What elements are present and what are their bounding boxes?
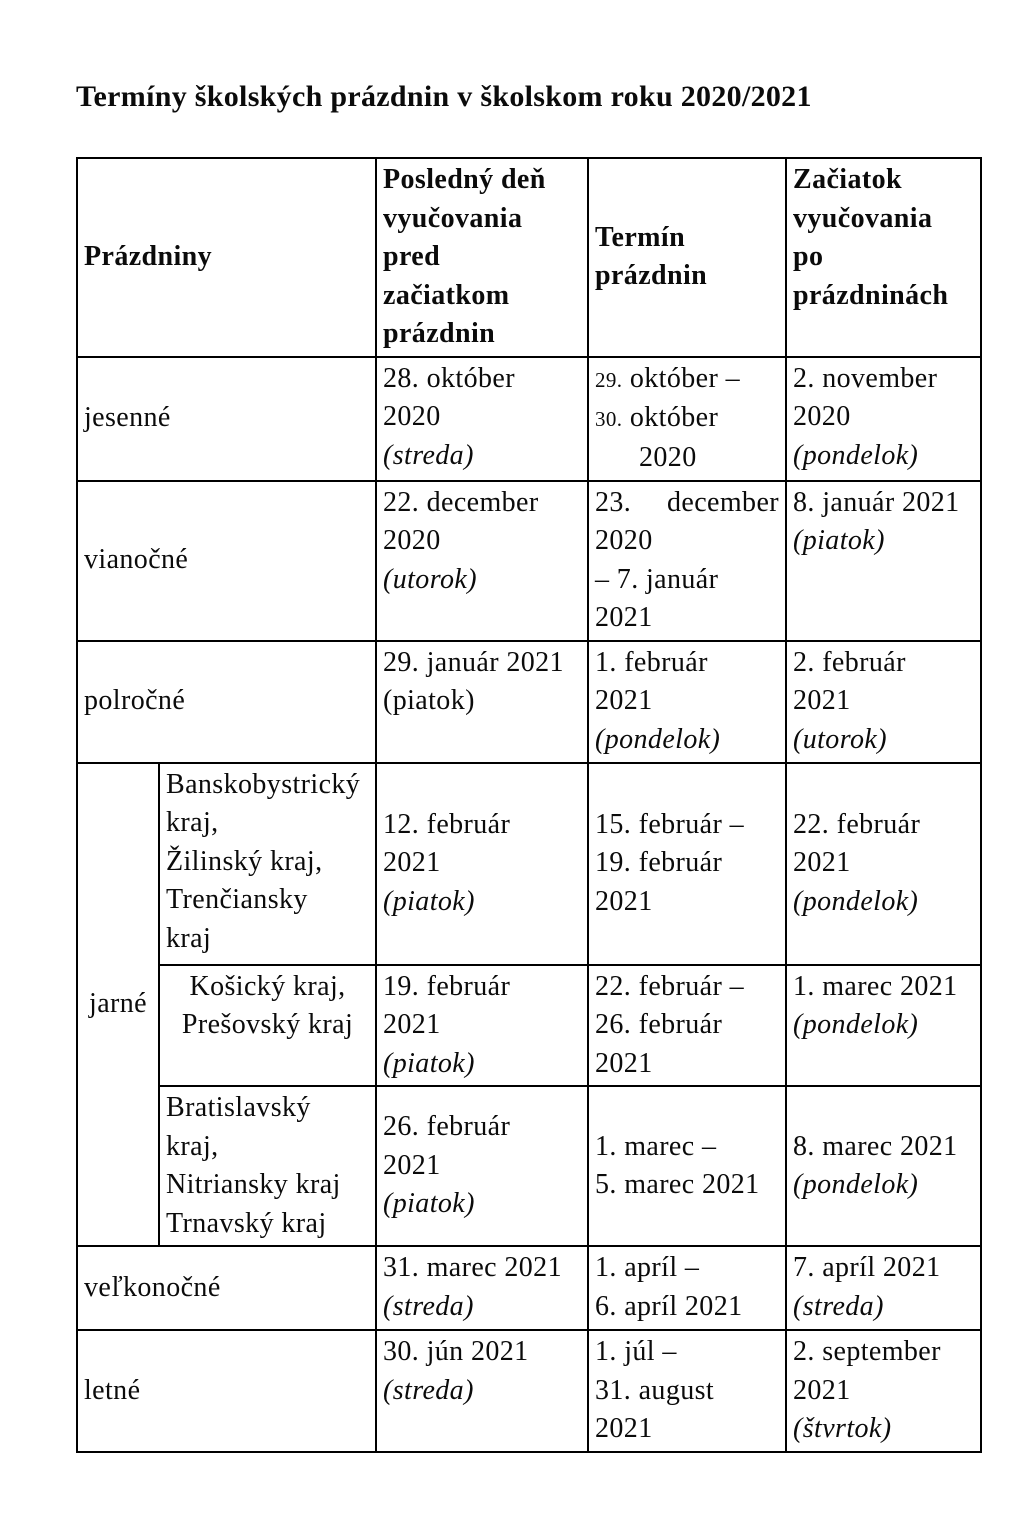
- cell-line: Začiatok: [793, 164, 902, 195]
- cell-line: (piatok): [383, 885, 475, 917]
- cell-velkonocne-term: [588, 1246, 786, 1330]
- cell-line: 31. august: [595, 1374, 715, 1406]
- cell-line: 2020: [639, 441, 697, 473]
- cell-line: (piatok): [793, 525, 885, 556]
- cell-line: Termín: [595, 221, 686, 253]
- cell-line: po: [793, 241, 824, 272]
- cell-line: 2. september: [793, 1336, 941, 1367]
- cell-line: (piatok): [383, 1188, 475, 1220]
- row-label-letne: [77, 1330, 376, 1452]
- cell-line: (pondelok): [793, 1009, 919, 1040]
- cell-line: 2021: [595, 1047, 653, 1079]
- cell-line: Košický kraj,: [189, 970, 346, 1002]
- cell-line: (pondelok): [595, 723, 721, 755]
- holiday-schedule-table: [76, 157, 982, 1453]
- cell-jarne-zapad-last-day: [376, 1086, 588, 1246]
- cell-line: jarné: [89, 988, 147, 1019]
- cell-line: 2021: [595, 885, 653, 917]
- cell-line: 2021: [595, 1413, 653, 1444]
- cell-line: prázdnin: [383, 318, 496, 349]
- cell-line: Prázdniny: [84, 241, 213, 272]
- cell-line: (streda): [383, 439, 474, 471]
- cell-line: 29. október –: [595, 362, 740, 394]
- cell-line: vianočné: [84, 544, 189, 576]
- row-group-label-jarne-stred: [77, 763, 159, 1247]
- table-row-vianocne: [77, 481, 981, 641]
- table-body: [77, 357, 981, 1453]
- table-row-jarne-vychod: [77, 965, 981, 1087]
- cell-line: 30. október: [595, 402, 719, 433]
- row-label-vianocne: [77, 481, 376, 641]
- cell-line: 1. marec –: [595, 1130, 717, 1162]
- header-row: [77, 158, 981, 357]
- cell-line: 6. apríl 2021: [595, 1290, 743, 1322]
- cell-line: (pondelok): [793, 439, 919, 471]
- header-cell-termin: [588, 158, 786, 357]
- cell-line: 2021: [595, 685, 653, 716]
- cell-line: 1. apríl –: [595, 1252, 700, 1283]
- cell-line: vyučovania: [383, 202, 523, 234]
- cell-line: 1. marec 2021: [793, 970, 958, 1002]
- cell-jarne-vychod-last-day: [376, 965, 588, 1087]
- cell-line: (štvrtok): [793, 1413, 892, 1444]
- cell-jarne-stred-last-day: [376, 763, 588, 965]
- header-cell-posledny-den: [376, 158, 588, 357]
- table-row-letne: [77, 1330, 981, 1452]
- cell-line: 23. december: [595, 486, 779, 518]
- row-label-polrocne: [77, 641, 376, 763]
- cell-line: 2020: [383, 401, 441, 432]
- cell-line: (streda): [383, 1290, 474, 1322]
- table-header: [77, 158, 981, 357]
- cell-jarne-vychod-term: [588, 965, 786, 1087]
- cell-line: 22. február –: [595, 970, 745, 1002]
- cell-line: 2021: [383, 847, 441, 879]
- cell-letne-start: [786, 1330, 981, 1452]
- header-cell-prazdniny: [77, 158, 376, 357]
- cell-line: 2020: [595, 525, 653, 556]
- cell-line: polročné: [84, 685, 186, 717]
- row-label-jesenne: [77, 357, 376, 481]
- cell-line: Posledný deň: [383, 164, 546, 195]
- cell-line: 26. február: [383, 1111, 511, 1143]
- cell-jesenne-term: [588, 357, 786, 481]
- cell-line: 2021: [383, 1009, 441, 1040]
- cell-polrocne-last-day: [376, 641, 588, 763]
- cell-line: 30. jún 2021: [383, 1336, 529, 1367]
- cell-polrocne-term: [588, 641, 786, 763]
- cell-line: prázdnin: [595, 260, 708, 292]
- cell-line: prázdninách: [793, 279, 949, 311]
- cell-line: 1. február: [595, 646, 708, 678]
- cell-line: 2. február: [793, 646, 906, 678]
- cell-line: 2020: [383, 525, 441, 556]
- cell-line: – 7. január: [595, 563, 719, 595]
- cell-line: (utorok): [793, 723, 887, 755]
- cell-line: (pondelok): [793, 885, 919, 917]
- cell-velkonocne-start: [786, 1246, 981, 1330]
- cell-vianocne-start: [786, 481, 981, 641]
- small-day-number: 30.: [595, 407, 623, 431]
- cell-jarne-stred-term: [588, 763, 786, 965]
- header-cell-zaciatok: [786, 158, 981, 357]
- cell-line: veľkonočné: [84, 1271, 221, 1303]
- table-row-jarne-stred: [77, 763, 981, 965]
- table-row-jesenne: [77, 357, 981, 481]
- cell-jesenne-start: [786, 357, 981, 481]
- cell-line: 22. február: [793, 808, 921, 840]
- cell-line: 2. november: [793, 362, 938, 394]
- cell-line: Žilinský kraj,: [166, 845, 323, 877]
- cell-letne-last-day: [376, 1330, 588, 1452]
- cell-line: 1. júl –: [595, 1336, 677, 1367]
- cell-line: 31. marec 2021: [383, 1252, 562, 1283]
- cell-line: Trenčiansky: [166, 884, 308, 915]
- region-cell-jarne-stred: [159, 763, 376, 965]
- cell-line: pred: [383, 241, 441, 272]
- cell-line: začiatkom: [383, 279, 510, 311]
- cell-line: (piatok): [383, 685, 475, 716]
- cell-vianocne-last-day: [376, 481, 588, 641]
- cell-letne-term: [588, 1330, 786, 1452]
- cell-line: kraj: [166, 922, 212, 954]
- cell-line: kraj,: [166, 807, 219, 838]
- region-cell-jarne-vychod: [159, 965, 376, 1087]
- cell-line: (streda): [793, 1290, 884, 1322]
- cell-line: kraj,: [166, 1130, 219, 1162]
- cell-line: 8. marec 2021: [793, 1130, 958, 1162]
- cell-line: Prešovský kraj: [181, 1009, 354, 1040]
- cell-line: (pondelok): [793, 1169, 919, 1200]
- row-label-velkonocne: [77, 1246, 376, 1330]
- cell-line: 2021: [383, 1149, 441, 1181]
- cell-line: letné: [84, 1374, 141, 1406]
- cell-line: 2020: [793, 401, 851, 432]
- cell-line: 19. február: [595, 847, 723, 879]
- cell-line: 8. január 2021: [793, 486, 960, 518]
- page-title: Termíny školských prázdnin v školskom roku 2020/2021: [76, 80, 812, 113]
- cell-line: 15. február –: [595, 808, 745, 840]
- cell-line: Banskobystrický: [166, 768, 361, 800]
- table-row-polrocne: [77, 641, 981, 763]
- cell-line: 7. apríl 2021: [793, 1252, 941, 1283]
- cell-velkonocne-last-day: [376, 1246, 588, 1330]
- cell-jesenne-last-day: [376, 357, 588, 481]
- cell-line: 5. marec 2021: [595, 1169, 760, 1200]
- cell-line: (streda): [383, 1374, 474, 1406]
- cell-line: 2021: [595, 602, 653, 633]
- cell-jarne-zapad-term: [588, 1086, 786, 1246]
- cell-line: Trnavský kraj: [166, 1207, 327, 1239]
- cell-jarne-zapad-start: [786, 1086, 981, 1246]
- region-cell-jarne-zapad: [159, 1086, 376, 1246]
- cell-line: 2021: [793, 1374, 851, 1406]
- cell-vianocne-term: [588, 481, 786, 641]
- cell-line: 2021: [793, 847, 851, 879]
- cell-line: Nitriansky kraj: [166, 1169, 341, 1200]
- table-row-velkonocne: [77, 1246, 981, 1330]
- cell-line: jesenné: [84, 402, 171, 434]
- cell-jarne-vychod-start: [786, 965, 981, 1087]
- cell-line: vyučovania: [793, 202, 933, 234]
- cell-line: 26. február: [595, 1009, 723, 1040]
- cell-line: 19. február: [383, 970, 511, 1002]
- cell-line: 22. december: [383, 486, 539, 518]
- cell-line: (piatok): [383, 1047, 475, 1079]
- cell-line: 2021: [793, 685, 851, 716]
- cell-line: Bratislavský: [166, 1092, 311, 1123]
- small-day-number: 29.: [595, 367, 623, 392]
- cell-jarne-stred-start: [786, 763, 981, 965]
- cell-polrocne-start: [786, 641, 981, 763]
- table-row-jarne-zapad: [77, 1086, 981, 1246]
- cell-line: 28. október: [383, 362, 515, 394]
- cell-line: (utorok): [383, 563, 477, 595]
- cell-line: 12. február: [383, 808, 511, 840]
- cell-line: 29. január 2021: [383, 646, 564, 678]
